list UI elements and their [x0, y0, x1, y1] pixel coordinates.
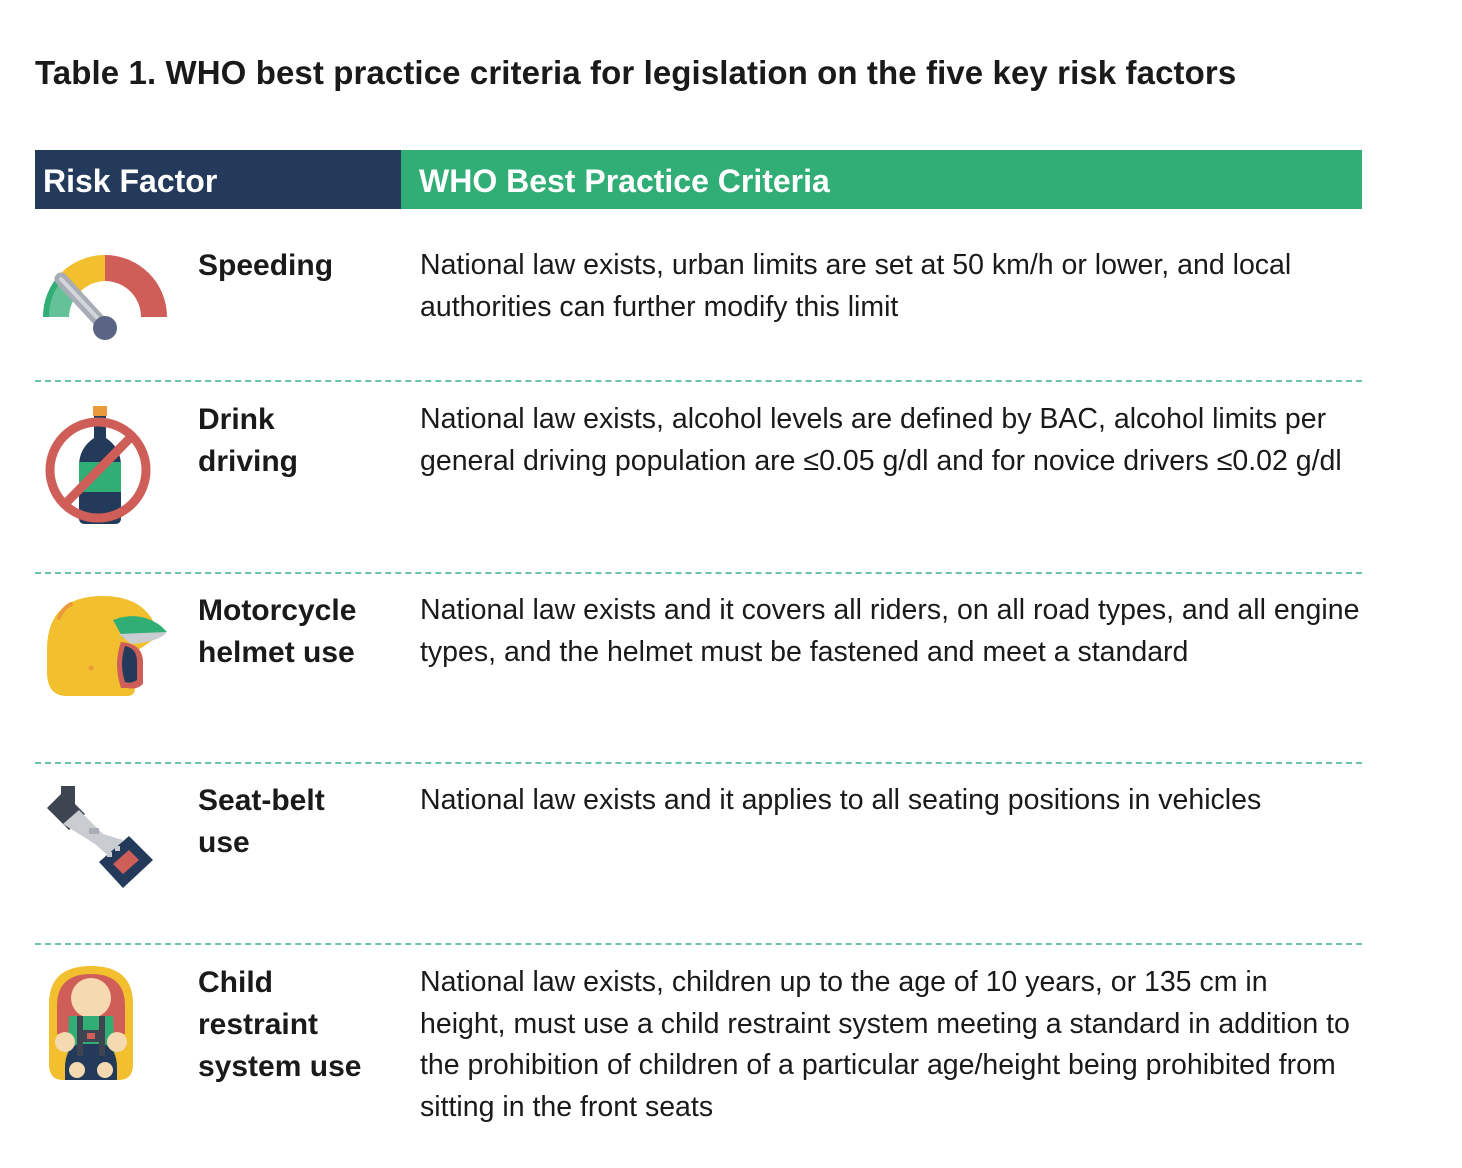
header-criteria: [401, 150, 1362, 209]
header-criteria-label: WHO Best Practice Criteria: [419, 163, 830, 199]
criteria-text: National law exists, alcohol levels are defined by BAC, alcohol limits per general driving population are ≤0.05 g/dl and for novice drivers ≤0.02 g/dl: [420, 403, 1342, 477]
risk-factor-label: Motorcycle helmet use: [198, 594, 357, 669]
risk-factor-label: Drink driving: [198, 403, 299, 478]
row-divider: [35, 762, 1362, 764]
seat-belt-icon: [43, 784, 163, 901]
child-seat-icon: [43, 964, 143, 1089]
header-risk-factor-label: Risk Factor: [43, 163, 218, 199]
criteria-text: National law exists and it covers all riders, on all road types, and all engine types, and the helmet must be fastened and meet a standard: [420, 594, 1360, 668]
table-row-speeding: [35, 240, 1362, 350]
no-alcohol-icon: [43, 404, 153, 531]
row-divider: [35, 572, 1362, 574]
criteria-text: National law exists, urban limits are set at 50 km/h or lower, and local authorities can further modify this limit: [420, 249, 1292, 323]
row-divider: [35, 943, 1362, 945]
table-title: Table 1. WHO best practice criteria for legislation on the five key risk factors: [35, 54, 1237, 91]
helmet-icon: [43, 592, 173, 707]
table-row-drink-driving: [35, 399, 1362, 539]
table-row-child-restraint: [35, 962, 1362, 1142]
criteria-text: National law exists and it applies to all seating positions in vehicles: [420, 784, 1262, 816]
header-risk-factor: [35, 150, 401, 209]
risk-factor-label: Seat-belt use: [198, 784, 325, 859]
row-divider: [35, 380, 1362, 382]
risk-factor-label: Speeding: [198, 249, 334, 282]
table-row-motorcycle-helmet: [35, 590, 1362, 730]
table-row-seat-belt: [35, 780, 1362, 920]
criteria-text: National law exists, children up to the age of 10 years, or 135 cm in height, must use a child restraint system meeting a standard in addition to the prohibition of children of a particular age/height being prohibited from sitting in the front seats: [420, 966, 1350, 1123]
risk-factor-label: Child restraint system use: [198, 966, 362, 1083]
speedometer-icon: [35, 246, 175, 351]
